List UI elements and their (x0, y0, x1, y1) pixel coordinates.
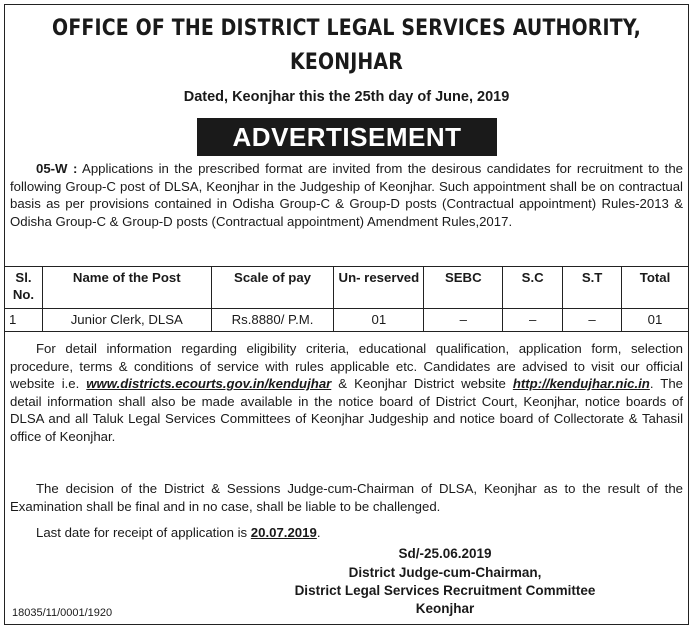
advert-reference: 05-W : (36, 161, 78, 176)
details-text-3: . The detail information shall also be made available in the notice board of District Court, Keonjhar, notice boards of DLSA and all Taluk Legal Services Committees of Keonjhar Judgeship and notice board of Collectorate & Tahasil office of Keonjhar. (10, 376, 683, 444)
details-text-2: & Keonjhar District website (331, 376, 513, 392)
district-website-link[interactable]: http://kendujhar.nic.in (512, 376, 650, 392)
table-header-row (5, 267, 689, 309)
reference-number: 18035/11/0001/1920 (12, 607, 113, 619)
vacancy-table (4, 266, 689, 332)
cell-total: 01 (622, 309, 689, 332)
header-scale-of-pay: Scale of pay (211, 267, 334, 309)
ecourts-website-link[interactable]: www.districts.ecourts.gov.in/kendujhar (86, 376, 332, 392)
office-title-line1: OFFICE OF THE DISTRICT LEGAL SERVICES AUTHORITY, (52, 16, 641, 41)
last-date-value: 20.07.2019 (250, 525, 317, 540)
last-date-line (36, 524, 693, 542)
decision-paragraph: The decision of the District & Sessions Judge-cum-Chairman of DLSA, Keonjhar as to the result of the Examination shall be final and in no case, shall be liable to be challenged. (10, 481, 683, 514)
cell-scale: Rs.8880/ P.M. (211, 309, 334, 332)
header-total: Total (622, 267, 689, 309)
last-date-label: Last date for receipt of application is (36, 525, 251, 540)
cell-st: – (563, 309, 622, 332)
office-title-line2: KEONJHAR (290, 50, 403, 75)
last-date-end: . (316, 525, 321, 540)
signature-designation: District Judge-cum-Chairman, (348, 565, 542, 580)
cell-sc: – (503, 309, 563, 332)
intro-paragraph (10, 160, 683, 230)
cell-post-name: Junior Clerk, DLSA (42, 309, 211, 332)
cell-unreserved: 01 (334, 309, 424, 332)
header-sc: S.C (503, 267, 563, 309)
cell-sebc: – (424, 309, 503, 332)
header-post-name: Name of the Post (42, 267, 211, 309)
details-text-1: For detail information regarding eligibility criteria, educational qualification, application form, selection procedure, terms & conditions of service with rules applicable etc. Candidates are advised to visit our official website i.e. (10, 341, 683, 392)
dated-line: Dated, Keonjhar this the 25th day of June, 2019 (183, 89, 510, 105)
header-sebc: SEBC (424, 267, 503, 309)
intro-text: Applications in the prescribed format are invited from the desirous candidates for recruitment to the following Group-C post of DLSA, Keonjhar in the Judgeship of Keonjhar. Such appointment shall be on contractual basis as per provisions contained in Odisha Group-C & Group-D posts (Contractual appointment) Rules-2013 & Odisha Group-C & Group-D posts (Contractual appointment) Amendment Rules,2017. (10, 161, 684, 229)
header-unreserved: Un- reserved (334, 267, 424, 309)
header-st: S.T (563, 267, 622, 309)
cell-sl: 1 (5, 309, 43, 332)
advertisement-banner: ADVERTISEMENT (197, 118, 497, 156)
details-paragraph (10, 340, 683, 446)
signature-date: Sd/-25.06.2019 (398, 546, 492, 561)
table-row (5, 309, 689, 332)
header-sl-no: Sl. No. (5, 267, 43, 309)
signature-committee: District Legal Services Recruitment Committee (294, 583, 596, 598)
signature-place: Keonjhar (415, 601, 475, 616)
